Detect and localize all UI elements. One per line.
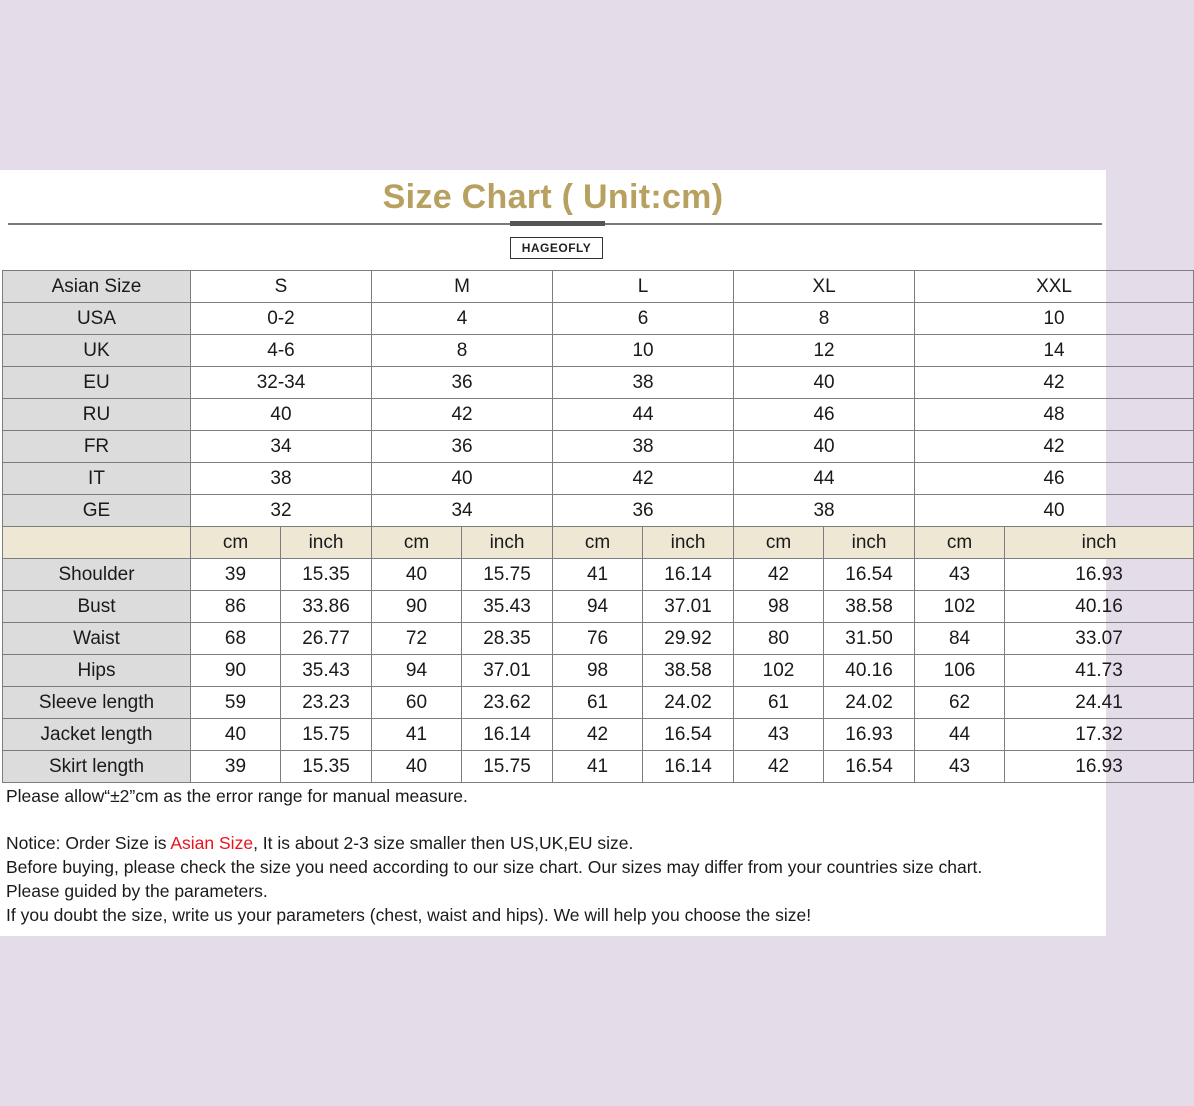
measurement-cell: 23.23 (281, 687, 372, 719)
measurement-cell: 60 (372, 687, 462, 719)
row-label: Hips (3, 655, 191, 687)
conversion-cell: 0-2 (191, 303, 372, 335)
row-label: Sleeve length (3, 687, 191, 719)
conversion-cell: 42 (553, 463, 734, 495)
conversion-cell: 38 (553, 431, 734, 463)
measurement-cell: 41 (553, 559, 643, 591)
measurement-cell: 86 (191, 591, 281, 623)
measurement-cell: 40 (191, 719, 281, 751)
units-row-blank (3, 527, 191, 559)
measurement-cell: 40 (372, 751, 462, 783)
conversion-cell: 40 (372, 463, 553, 495)
measurement-cell: 40.16 (824, 655, 915, 687)
measurement-cell: 15.35 (281, 559, 372, 591)
measurement-cell: 42 (553, 719, 643, 751)
measurement-cell: 94 (553, 591, 643, 623)
measurement-cell: 16.14 (643, 751, 734, 783)
measurement-cell: 41 (372, 719, 462, 751)
conversion-cell: 4-6 (191, 335, 372, 367)
measurement-cell: 43 (915, 751, 1005, 783)
measurement-cell: 90 (191, 655, 281, 687)
brand-logo: HAGEOFLY (510, 237, 603, 259)
guided-note: Please guided by the parameters. (6, 881, 268, 901)
conversion-row (3, 495, 1194, 527)
row-label: EU (3, 367, 191, 399)
measurement-cell: 33.07 (1005, 623, 1194, 655)
size-header-row (3, 271, 1194, 303)
conversion-row (3, 431, 1194, 463)
measurement-cell: 24.41 (1005, 687, 1194, 719)
units-row (3, 527, 1194, 559)
notes (6, 784, 982, 927)
row-label: Skirt length (3, 751, 191, 783)
conversion-cell: 34 (372, 495, 553, 527)
notice-line (6, 831, 982, 855)
conversion-cell: 38 (553, 367, 734, 399)
unit-cm-cell: cm (915, 527, 1005, 559)
measurement-cell: 33.86 (281, 591, 372, 623)
measurement-cell: 41.73 (1005, 655, 1194, 687)
conversion-cell: 6 (553, 303, 734, 335)
measurement-cell: 84 (915, 623, 1005, 655)
unit-inch-cell: inch (462, 527, 553, 559)
measurement-row (3, 687, 1194, 719)
measurement-cell: 62 (915, 687, 1005, 719)
measurement-cell: 106 (915, 655, 1005, 687)
size-table-body (3, 271, 1194, 783)
conversion-cell: 8 (372, 335, 553, 367)
measurement-cell: 16.93 (1005, 559, 1194, 591)
unit-cm-cell: cm (553, 527, 643, 559)
measurement-cell: 80 (734, 623, 824, 655)
measurement-cell: 42 (734, 559, 824, 591)
asian-size-label: Asian Size (3, 271, 191, 303)
measurement-cell: 15.75 (462, 559, 553, 591)
row-label: Shoulder (3, 559, 191, 591)
size-header-cell: XL (734, 271, 915, 303)
measurement-cell: 102 (915, 591, 1005, 623)
doubt-note: If you doubt the size, write us your parameters (chest, waist and hips). We will help you choose the size! (6, 905, 812, 925)
conversion-cell: 40 (734, 367, 915, 399)
row-label: Bust (3, 591, 191, 623)
measurement-cell: 38.58 (824, 591, 915, 623)
measurement-cell: 16.54 (824, 559, 915, 591)
measurement-cell: 17.32 (1005, 719, 1194, 751)
conversion-row (3, 399, 1194, 431)
conversion-cell: 42 (372, 399, 553, 431)
size-table (2, 270, 1194, 783)
notice-highlight: Asian Size (170, 833, 254, 853)
measurement-cell: 40.16 (1005, 591, 1194, 623)
conversion-cell: 44 (734, 463, 915, 495)
size-chart-sheet (0, 170, 1123, 936)
conversion-cell: 10 (915, 303, 1194, 335)
conversion-cell: 14 (915, 335, 1194, 367)
measurement-row (3, 623, 1194, 655)
conversion-cell: 10 (553, 335, 734, 367)
measurement-cell: 26.77 (281, 623, 372, 655)
measurement-row (3, 751, 1194, 783)
measurement-cell: 16.93 (1005, 751, 1194, 783)
measurement-cell: 15.35 (281, 751, 372, 783)
measurement-cell: 28.35 (462, 623, 553, 655)
measurement-cell: 31.50 (824, 623, 915, 655)
row-label: FR (3, 431, 191, 463)
measurement-cell: 61 (553, 687, 643, 719)
measurement-cell: 59 (191, 687, 281, 719)
error-range-note: Please allow“±2”cm as the error range for manual measure. (6, 786, 468, 806)
conversion-cell: 12 (734, 335, 915, 367)
conversion-cell: 4 (372, 303, 553, 335)
measurement-cell: 39 (191, 751, 281, 783)
measurement-cell: 16.14 (462, 719, 553, 751)
conversion-cell: 8 (734, 303, 915, 335)
row-label: RU (3, 399, 191, 431)
measurement-cell: 72 (372, 623, 462, 655)
measurement-cell: 38.58 (643, 655, 734, 687)
size-header-cell: S (191, 271, 372, 303)
row-label: Waist (3, 623, 191, 655)
measurement-cell: 90 (372, 591, 462, 623)
measurement-row (3, 591, 1194, 623)
measurement-cell: 15.75 (462, 751, 553, 783)
measurement-cell: 23.62 (462, 687, 553, 719)
conversion-cell: 34 (191, 431, 372, 463)
measurement-cell: 37.01 (462, 655, 553, 687)
notice-prefix: Notice: Order Size is (6, 833, 171, 853)
conversion-row (3, 367, 1194, 399)
row-label: USA (3, 303, 191, 335)
measurement-cell: 24.02 (824, 687, 915, 719)
unit-cm-cell: cm (191, 527, 281, 559)
conversion-cell: 46 (915, 463, 1194, 495)
measurement-cell: 43 (915, 559, 1005, 591)
size-header-cell: M (372, 271, 553, 303)
conversion-row (3, 303, 1194, 335)
conversion-cell: 32-34 (191, 367, 372, 399)
measurement-cell: 42 (734, 751, 824, 783)
measurement-cell: 43 (734, 719, 824, 751)
conversion-cell: 38 (191, 463, 372, 495)
title-divider-accent (510, 221, 605, 226)
unit-cm-cell: cm (372, 527, 462, 559)
measurement-cell: 37.01 (643, 591, 734, 623)
row-label: UK (3, 335, 191, 367)
measurement-cell: 40 (372, 559, 462, 591)
measurement-cell: 94 (372, 655, 462, 687)
measurement-cell: 24.02 (643, 687, 734, 719)
page-title: Size Chart ( Unit:cm) (382, 178, 724, 216)
notice-suffix: , It is about 2-3 size smaller then US,UK,EU size. (253, 833, 634, 853)
measurement-cell: 16.54 (824, 751, 915, 783)
conversion-cell: 36 (553, 495, 734, 527)
conversion-row (3, 463, 1194, 495)
measurement-row (3, 655, 1194, 687)
measurement-cell: 102 (734, 655, 824, 687)
row-label: Jacket length (3, 719, 191, 751)
conversion-cell: 38 (734, 495, 915, 527)
unit-inch-cell: inch (281, 527, 372, 559)
conversion-cell: 32 (191, 495, 372, 527)
conversion-cell: 40 (915, 495, 1194, 527)
measurement-cell: 16.93 (824, 719, 915, 751)
conversion-cell: 40 (734, 431, 915, 463)
size-header-cell: L (553, 271, 734, 303)
measurement-cell: 39 (191, 559, 281, 591)
check-size-note: Before buying, please check the size you need according to our size chart. Our sizes may differ from your countries size chart. (6, 857, 983, 877)
measurement-cell: 29.92 (643, 623, 734, 655)
row-label: IT (3, 463, 191, 495)
measurement-cell: 44 (915, 719, 1005, 751)
measurement-cell: 15.75 (281, 719, 372, 751)
measurement-cell: 98 (734, 591, 824, 623)
unit-inch-cell: inch (824, 527, 915, 559)
conversion-cell: 46 (734, 399, 915, 431)
measurement-cell: 16.14 (643, 559, 734, 591)
measurement-cell: 16.54 (643, 719, 734, 751)
measurement-cell: 61 (734, 687, 824, 719)
conversion-cell: 40 (191, 399, 372, 431)
conversion-cell: 48 (915, 399, 1194, 431)
measurement-cell: 35.43 (281, 655, 372, 687)
conversion-cell: 42 (915, 367, 1194, 399)
unit-inch-cell: inch (643, 527, 734, 559)
conversion-cell: 42 (915, 431, 1194, 463)
measurement-cell: 41 (553, 751, 643, 783)
unit-cm-cell: cm (734, 527, 824, 559)
measurement-row (3, 559, 1194, 591)
conversion-cell: 36 (372, 367, 553, 399)
measurement-cell: 98 (553, 655, 643, 687)
conversion-cell: 36 (372, 431, 553, 463)
measurement-cell: 68 (191, 623, 281, 655)
row-label: GE (3, 495, 191, 527)
measurement-cell: 76 (553, 623, 643, 655)
measurement-row (3, 719, 1194, 751)
size-header-cell: XXL (915, 271, 1194, 303)
conversion-row (3, 335, 1194, 367)
measurement-cell: 35.43 (462, 591, 553, 623)
conversion-cell: 44 (553, 399, 734, 431)
unit-inch-cell: inch (1005, 527, 1194, 559)
